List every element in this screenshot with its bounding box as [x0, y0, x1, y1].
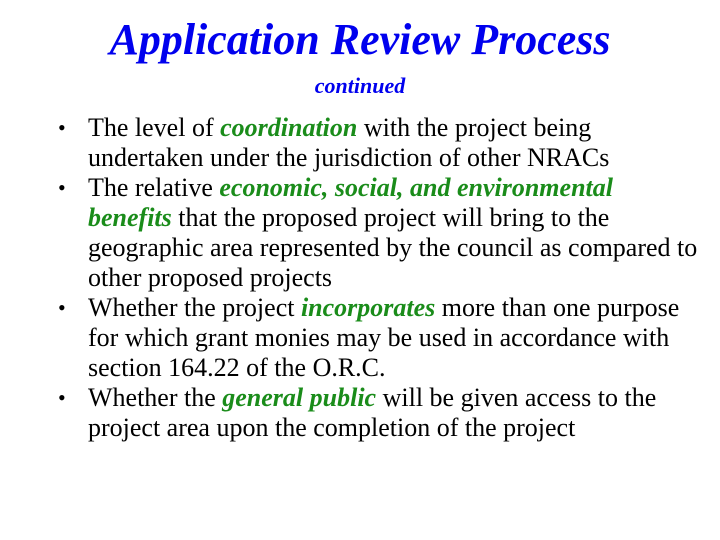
- bullet-icon: •: [58, 385, 66, 410]
- bullet-text-after: with the project being undertaken under the jurisdiction of other NRACs: [88, 113, 610, 172]
- bullet-highlight: general public: [222, 383, 377, 412]
- bullet-text-before: The level of: [88, 113, 221, 142]
- bullet-item: [58, 383, 698, 443]
- bullet-icon: •: [58, 115, 66, 140]
- bullet-icon: •: [58, 295, 66, 320]
- bullet-item: [58, 293, 698, 383]
- bullet-icon: •: [58, 175, 66, 200]
- bullet-list: [58, 113, 698, 443]
- bullet-highlight: coordination: [220, 113, 358, 142]
- bullet-item: [58, 113, 698, 173]
- bullet-text-before: Whether the project: [88, 293, 301, 322]
- bullet-text-after: more than one purpose for which grant monies may be used in accordance with section 164.22 of the O.R.C.: [88, 293, 680, 382]
- bullet-text-before: The relative: [88, 173, 220, 202]
- bullet-text-before: Whether the: [88, 383, 223, 412]
- slide-title: Application Review Process: [109, 15, 611, 64]
- slide-subtitle: [0, 73, 720, 99]
- bullet-highlight: economic, social, and environmental benefits: [88, 173, 613, 232]
- bullet-text-after: will be given access to the project area upon the completion of the project: [88, 383, 657, 442]
- subtitle-text: continued: [314, 73, 406, 98]
- bullet-highlight: incorporates: [300, 293, 436, 322]
- bullet-text-after: that the proposed project will bring to the geographic area represented by the council as compared to other proposed projects: [88, 203, 698, 292]
- bullet-item: [58, 173, 698, 293]
